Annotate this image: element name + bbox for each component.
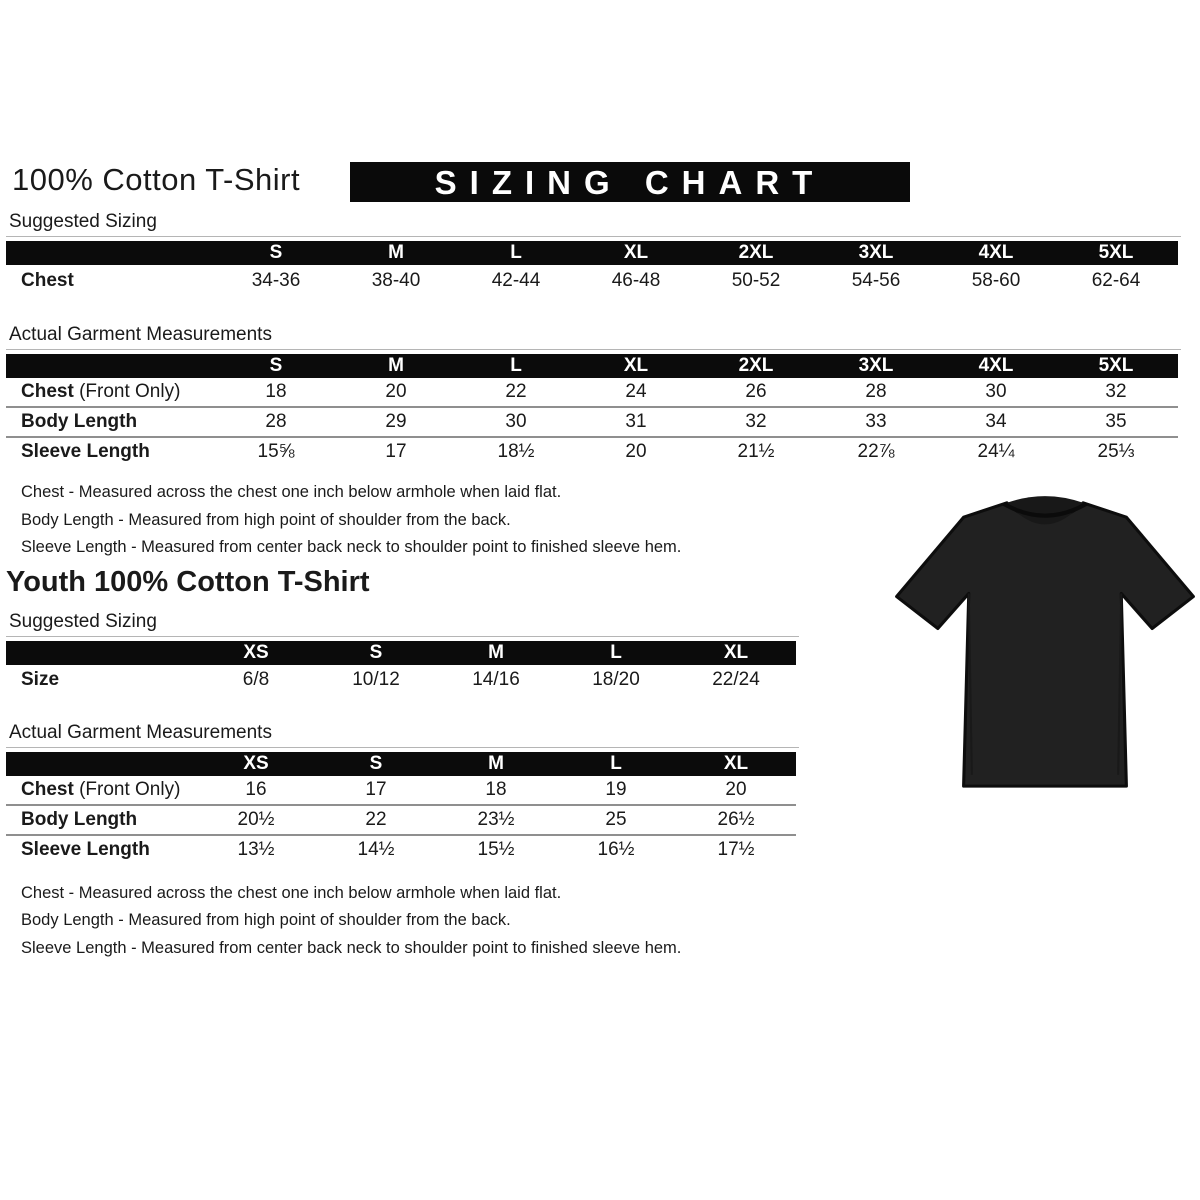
table-cell: 17 [365, 778, 387, 800]
table-cell: 22 [505, 381, 527, 402]
adult-actual-table [6, 354, 1178, 466]
table-cell: 32 [1105, 381, 1127, 402]
table-cell: 26 [745, 381, 767, 402]
note-line: Body Length - Measured from high point of shoulder from the back. [21, 911, 511, 929]
table-cell: 13½ [237, 838, 275, 860]
youth-actual-table-header [6, 752, 796, 776]
table-cell: 34 [985, 411, 1007, 432]
note-line: Chest - Measured across the chest one inch below armhole when laid flat. [21, 483, 562, 501]
table-cell: 25 [605, 808, 627, 830]
table-cell: 21½ [737, 441, 775, 462]
column-header: 4XL [978, 242, 1014, 263]
table-cell: 46-48 [611, 269, 661, 291]
table-cell: 50-52 [731, 269, 781, 291]
table-row [6, 834, 796, 864]
table-cell: 15⅝ [257, 441, 295, 462]
row-label-main: Chest [21, 778, 74, 800]
row-label: Size [21, 669, 60, 690]
column-header: S [269, 242, 283, 263]
row-label-main: Chest [21, 381, 74, 402]
row-label: Body Length [21, 411, 138, 432]
column-header: M [388, 242, 404, 263]
table-cell: 18½ [497, 441, 535, 462]
table-cell: 31 [625, 411, 647, 432]
table-cell: 6/8 [242, 669, 270, 690]
youth-suggested-table-header [6, 641, 796, 665]
column-header: XS [243, 752, 269, 774]
table-cell: 10/12 [352, 669, 400, 690]
youth-actual-table [6, 752, 796, 864]
column-header: XL [623, 355, 649, 376]
table-cell: 16 [245, 778, 267, 800]
table-cell: 14½ [357, 838, 395, 860]
adult-actual-table-header [6, 354, 1178, 378]
black-tshirt-image [890, 476, 1200, 816]
table-cell: 22 [365, 808, 387, 830]
table-cell: 28 [265, 411, 287, 432]
youth-title: Youth 100% Cotton T-Shirt [6, 565, 370, 598]
adult-title: 100% Cotton T-Shirt [12, 162, 301, 197]
table-row [6, 265, 1178, 296]
table-cell: 16½ [597, 838, 635, 860]
row-label: Chest [21, 269, 74, 291]
table-cell: 34-36 [251, 269, 301, 291]
column-header: 3XL [858, 242, 894, 263]
column-header: M [488, 641, 504, 663]
table-cell: 23½ [477, 808, 515, 830]
column-header: S [269, 355, 283, 376]
column-header: S [369, 641, 383, 663]
table-cell: 54-56 [851, 269, 901, 291]
column-header: 2XL [738, 242, 774, 263]
column-header: M [488, 752, 504, 774]
table-cell: 17½ [717, 838, 755, 860]
adult-suggested-label: Suggested Sizing [6, 209, 1181, 237]
column-header: 4XL [978, 355, 1014, 376]
table-row [6, 436, 1178, 466]
table-row [6, 378, 1178, 406]
table-cell: 20 [625, 441, 647, 462]
table-cell: 38-40 [371, 269, 421, 291]
table-cell: 35 [1105, 411, 1127, 432]
table-cell: 62-64 [1091, 269, 1141, 291]
row-label-suffix: (Front Only) [73, 778, 181, 800]
table-cell: 28 [865, 381, 887, 402]
row-label: Sleeve Length [21, 838, 150, 860]
table-cell: 42-44 [491, 269, 541, 291]
youth-suggested-table [6, 641, 796, 696]
table-cell: 26½ [717, 808, 755, 830]
column-header: L [610, 752, 622, 774]
adult-suggested-table-header [6, 241, 1178, 265]
table-row [6, 804, 796, 834]
column-header: S [369, 752, 383, 774]
youth-measurement-notes [6, 880, 1178, 963]
table-cell: 33 [865, 411, 887, 432]
table-cell: 20 [725, 778, 747, 800]
table-cell: 18 [265, 381, 287, 402]
row-label-suffix: (Front Only) [73, 381, 181, 402]
table-cell: 19 [605, 778, 627, 800]
column-header: 5XL [1098, 242, 1134, 263]
note-line: Sleeve Length - Measured from center back neck to shoulder point to finished sleeve hem. [21, 938, 682, 957]
note-line: Sleeve Length - Measured from center back neck to shoulder point to finished sleeve hem. [21, 538, 682, 556]
column-header: L [510, 355, 522, 376]
row-label: Body Length [21, 808, 138, 830]
column-header: M [388, 355, 404, 376]
column-header: XS [243, 641, 269, 663]
row-label: Sleeve Length [21, 441, 150, 462]
adult-header-row [6, 162, 1178, 209]
table-cell: 20½ [237, 808, 275, 830]
table-row [6, 665, 796, 696]
table-cell: 22⅞ [857, 441, 895, 462]
sizing-chart-banner: SIZING CHART [350, 162, 910, 202]
table-cell: 15½ [477, 838, 515, 860]
column-header: XL [723, 641, 749, 663]
youth-actual-label: Actual Garment Measurements [6, 720, 799, 748]
table-cell: 18/20 [592, 669, 640, 690]
table-cell: 29 [385, 411, 407, 432]
note-line: Chest - Measured across the chest one inch below armhole when laid flat. [21, 883, 562, 902]
column-header: XL [623, 242, 649, 263]
table-cell: 14/16 [472, 669, 520, 690]
table-cell: 22/24 [712, 669, 760, 690]
table-cell: 58-60 [971, 269, 1021, 291]
column-header: 3XL [858, 355, 894, 376]
youth-actual-table-body [6, 776, 796, 864]
table-cell: 30 [505, 411, 527, 432]
column-header: L [510, 242, 522, 263]
column-header: L [610, 641, 622, 663]
row-label [6, 779, 196, 801]
table-row [6, 406, 1178, 436]
table-cell: 20 [385, 381, 407, 402]
table-cell: 25⅓ [1097, 441, 1135, 462]
table-row [6, 776, 796, 804]
adult-actual-table-body [6, 378, 1178, 466]
adult-suggested-table [6, 241, 1178, 296]
note-line: Body Length - Measured from high point of shoulder from the back. [21, 510, 511, 529]
table-cell: 18 [485, 778, 507, 800]
table-cell: 24¼ [977, 441, 1015, 462]
table-cell: 30 [985, 381, 1007, 402]
row-label [6, 381, 216, 403]
youth-suggested-label: Suggested Sizing [6, 609, 799, 637]
column-header: XL [723, 752, 749, 774]
table-cell: 32 [745, 411, 767, 432]
table-cell: 24 [625, 381, 647, 402]
adult-actual-label: Actual Garment Measurements [6, 322, 1181, 350]
column-header: 5XL [1098, 355, 1134, 376]
tshirt-icon [890, 476, 1200, 816]
column-header: 2XL [738, 355, 774, 376]
table-cell: 17 [385, 441, 407, 462]
